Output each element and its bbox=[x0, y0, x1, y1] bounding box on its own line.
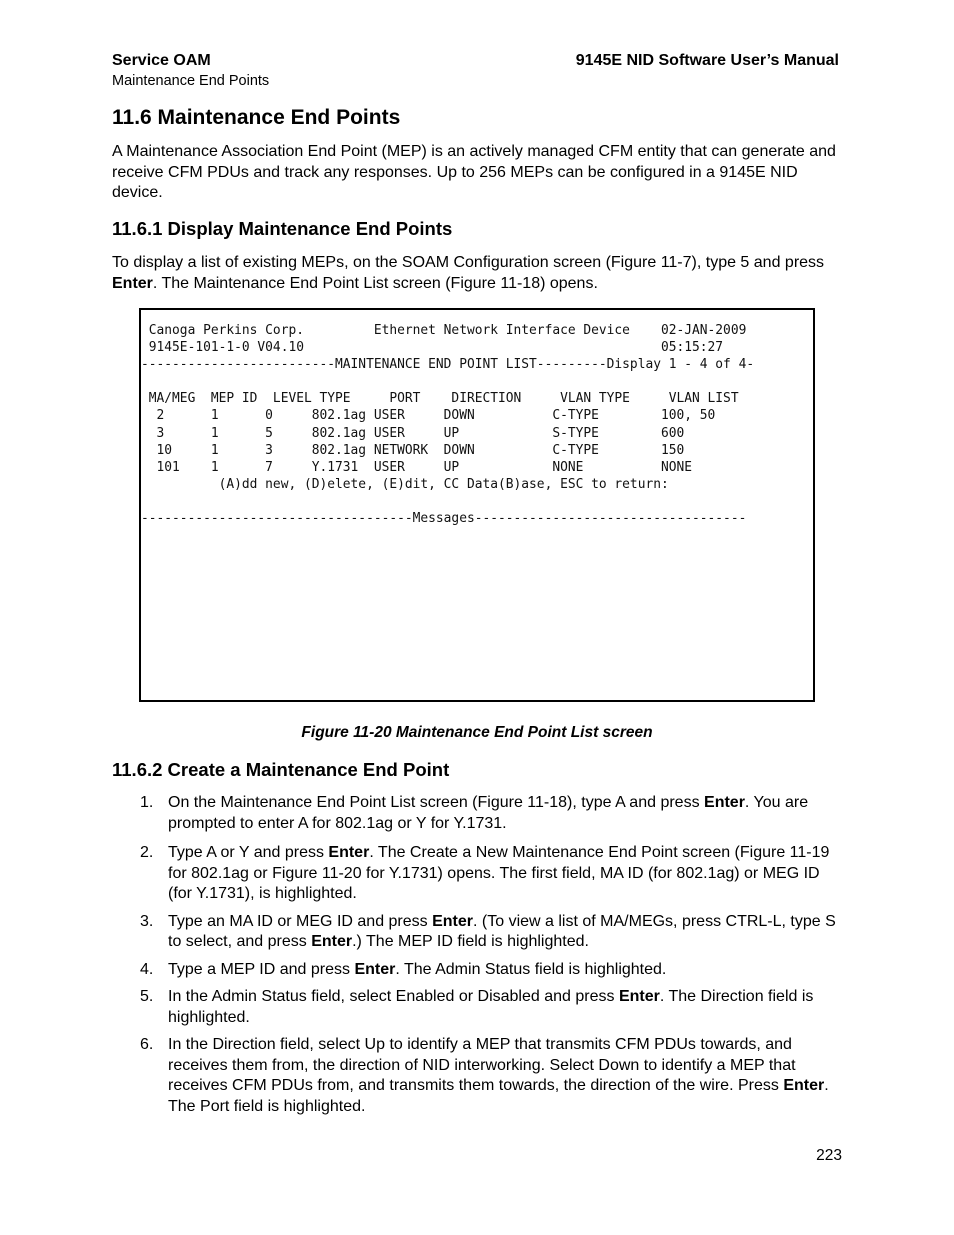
display-text-after: . The Maintenance End Point List screen (Figure 11-18) opens. bbox=[152, 274, 598, 292]
section-heading-11-6-2: 11.6.2 Create a Maintenance End Point bbox=[112, 759, 450, 780]
section-heading-11-6-1: 11.6.1 Display Maintenance End Points bbox=[112, 218, 453, 239]
step-text: On the Maintenance End Point List screen (Figure 11-18), type A and press bbox=[168, 794, 705, 811]
step-text: In the Direction field, select Up to identify a MEP that transmits CFM PDUs towards, and receives them from, the direction of NID interworking. Select Down to identify a MEP that receives CFM PDUs from, and transmits them towards, the direction of the wire. Press bbox=[168, 1036, 796, 1094]
display-enter-key: Enter bbox=[112, 274, 153, 292]
step-enter-key: Enter bbox=[704, 794, 745, 811]
step-enter-key: Enter bbox=[354, 960, 396, 978]
terminal-prompt-actions: (A)dd new, (D)elete, (E)dit, CC Data(B)ase, ESC to return: bbox=[141, 476, 669, 492]
step-enter-key: Enter bbox=[618, 988, 660, 1005]
step-enter-key: Enter bbox=[328, 844, 370, 861]
table-row: 2 1 0 802.1ag USER DOWN C-TYPE 100, 50 bbox=[141, 408, 716, 424]
list-item bbox=[112, 987, 842, 1028]
terminal-column-headers: MA/MEG MEP ID LEVEL TYPE PORT DIRECTION VLAN TYPE VLAN LIST bbox=[141, 391, 739, 407]
terminal-screen-figure bbox=[139, 308, 815, 702]
step-text: Type an MA ID or MEG ID and press bbox=[168, 912, 433, 930]
step-text: Type a MEP ID and press bbox=[168, 960, 355, 978]
step-number: 3. bbox=[140, 912, 154, 930]
display-instructions-paragraph bbox=[112, 253, 842, 294]
table-row: 101 1 7 Y.1731 USER UP NONE NONE bbox=[141, 459, 693, 475]
step-text: . The Create a New Maintenance End Point screen (Figure 11-19 for 802.1ag or Figure 11-20 for Y.1731) opens. The first field, MA ID (for 802.1ag) or MEG ID (for Y.1731), is highlighted. bbox=[168, 844, 830, 902]
terminal-title-bar: -------------------------MAINTENANCE END POINT LIST---------Display 1 - 4 of 4- bbox=[141, 357, 755, 373]
list-item bbox=[112, 912, 842, 953]
step-number: 6. bbox=[140, 1036, 154, 1053]
step-text: Type A or Y and press bbox=[168, 844, 329, 861]
step-text: .) The MEP ID field is highlighted. bbox=[352, 933, 589, 950]
list-item bbox=[112, 960, 842, 981]
running-header-manual-title: 9145E NID Software User’s Manual bbox=[575, 52, 839, 69]
figure-caption: Figure 11-20 Maintenance End Point List screen bbox=[301, 724, 653, 741]
step-number: 2. bbox=[140, 844, 154, 861]
step-text: In the Admin Status field, select Enabled or Disabled and press bbox=[168, 988, 619, 1005]
step-enter-key: Enter bbox=[783, 1077, 825, 1094]
section-intro-paragraph: A Maintenance Association End Point (MEP) is an actively managed CFM entity that can generate and receive CFM PDUs and track any responses. Up to 256 MEPs can be configured in a 9145E NID device. bbox=[112, 143, 836, 201]
terminal-messages-bar: -----------------------------------Messages----------------------------------- bbox=[141, 511, 747, 527]
list-item bbox=[112, 843, 842, 905]
step-text: . (To view a list of MA/MEGs, press CTRL-L, type S to select, and press bbox=[168, 912, 836, 950]
display-text-before: To display a list of existing MEPs, on the SOAM Configuration screen (Figure 11-7), type 5 and press bbox=[112, 254, 825, 271]
step-text: . The Port field is highlighted. bbox=[168, 1077, 829, 1115]
list-item bbox=[112, 793, 842, 834]
step-number: 1. bbox=[140, 794, 154, 811]
running-header-subsection: Maintenance End Points bbox=[112, 73, 270, 89]
create-mep-steps-list bbox=[112, 793, 842, 1117]
step-enter-key: Enter bbox=[432, 912, 474, 930]
step-number: 5. bbox=[140, 988, 154, 1005]
terminal-header-version: 9145E-101-1-0 V04.10 05:15:27 bbox=[141, 340, 724, 356]
step-number: 4. bbox=[140, 960, 154, 978]
list-item bbox=[112, 1035, 842, 1117]
page-number: 223 bbox=[816, 1147, 842, 1164]
running-header-section: Service OAM bbox=[112, 52, 211, 69]
table-row: 10 1 3 802.1ag NETWORK DOWN C-TYPE 150 bbox=[141, 442, 685, 458]
step-text: . The Admin Status field is highlighted. bbox=[395, 960, 667, 978]
section-heading-11-6: 11.6 Maintenance End Points bbox=[112, 106, 401, 129]
step-enter-key: Enter bbox=[311, 933, 353, 950]
table-row: 3 1 5 802.1ag USER UP S-TYPE 600 bbox=[141, 425, 685, 441]
terminal-text bbox=[141, 322, 754, 527]
step-text: . The Direction field is highlighted. bbox=[168, 988, 814, 1026]
terminal-header-company: Canoga Perkins Corp. Ethernet Network Interface Device 02-JAN-2009 bbox=[141, 323, 747, 338]
step-text: . You are prompted to enter A for 802.1ag or Y for Y.1731. bbox=[168, 794, 809, 832]
